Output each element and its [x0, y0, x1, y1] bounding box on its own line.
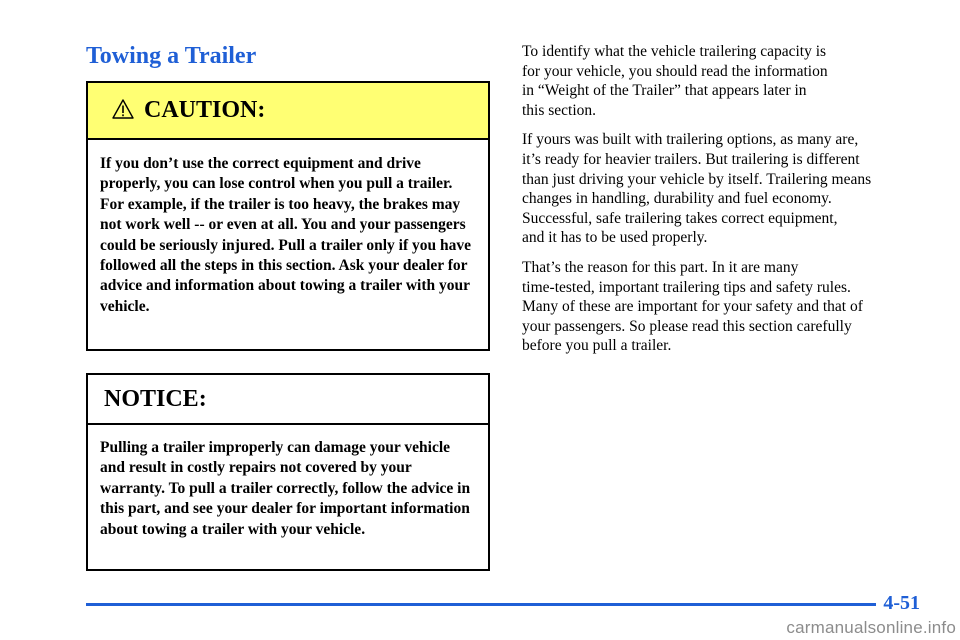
notice-header [88, 375, 488, 425]
caution-heading: CAUTION: [144, 97, 266, 123]
paragraph-reason: That’s the reason for this part. In it are many time‑tested, important trailering tips and safety rules. Many of these are important for your safety and that of your passengers. So please read this section carefully before you pull a trailer. [522, 258, 863, 355]
footer-rule [86, 603, 876, 606]
caution-box [86, 81, 490, 351]
caution-header [88, 83, 488, 140]
notice-box [86, 373, 490, 571]
paragraph-capacity: To identify what the vehicle trailering capacity is for your vehicle, you should read the information in “Weight of the Trailer” that appears later in this section. [522, 43, 828, 119]
warning-triangle-icon [112, 99, 134, 119]
notice-heading: NOTICE: [104, 385, 207, 412]
page-title: Towing a Trailer [86, 43, 257, 69]
notice-text: Pulling a trailer improperly can damage your vehicle and result in costly repairs not covered by your warranty. To pull a trailer correctly, follow the advice in this part, and see your dealer for important information about towing a trailer with your vehicle. [100, 439, 471, 538]
body-text-column [522, 42, 932, 366]
paragraph-options: If yours was built with trailering options, as many are, it’s ready for heavier trailers. But trailering is different than just driving your vehicle by itself. Trailering means changes in handling, durability and fuel economy. Successful, safe trailering takes correct equipment, and it has to be used properly. [522, 131, 872, 247]
page-number: 4-51 [883, 592, 920, 614]
caution-text: If you don’t use the correct equipment and drive properly, you can lose control when you pull a trailer. For example, if the trailer is too heavy, the brakes may not work well ‑‑ or even at all. You and your passengers could be seriously injured. Pull a trailer only if you have followed all the steps in this section. Ask your dealer for advice and information about towing a trailer with your vehicle. [100, 155, 472, 315]
watermark: carmanualsonline.info [786, 618, 956, 637]
